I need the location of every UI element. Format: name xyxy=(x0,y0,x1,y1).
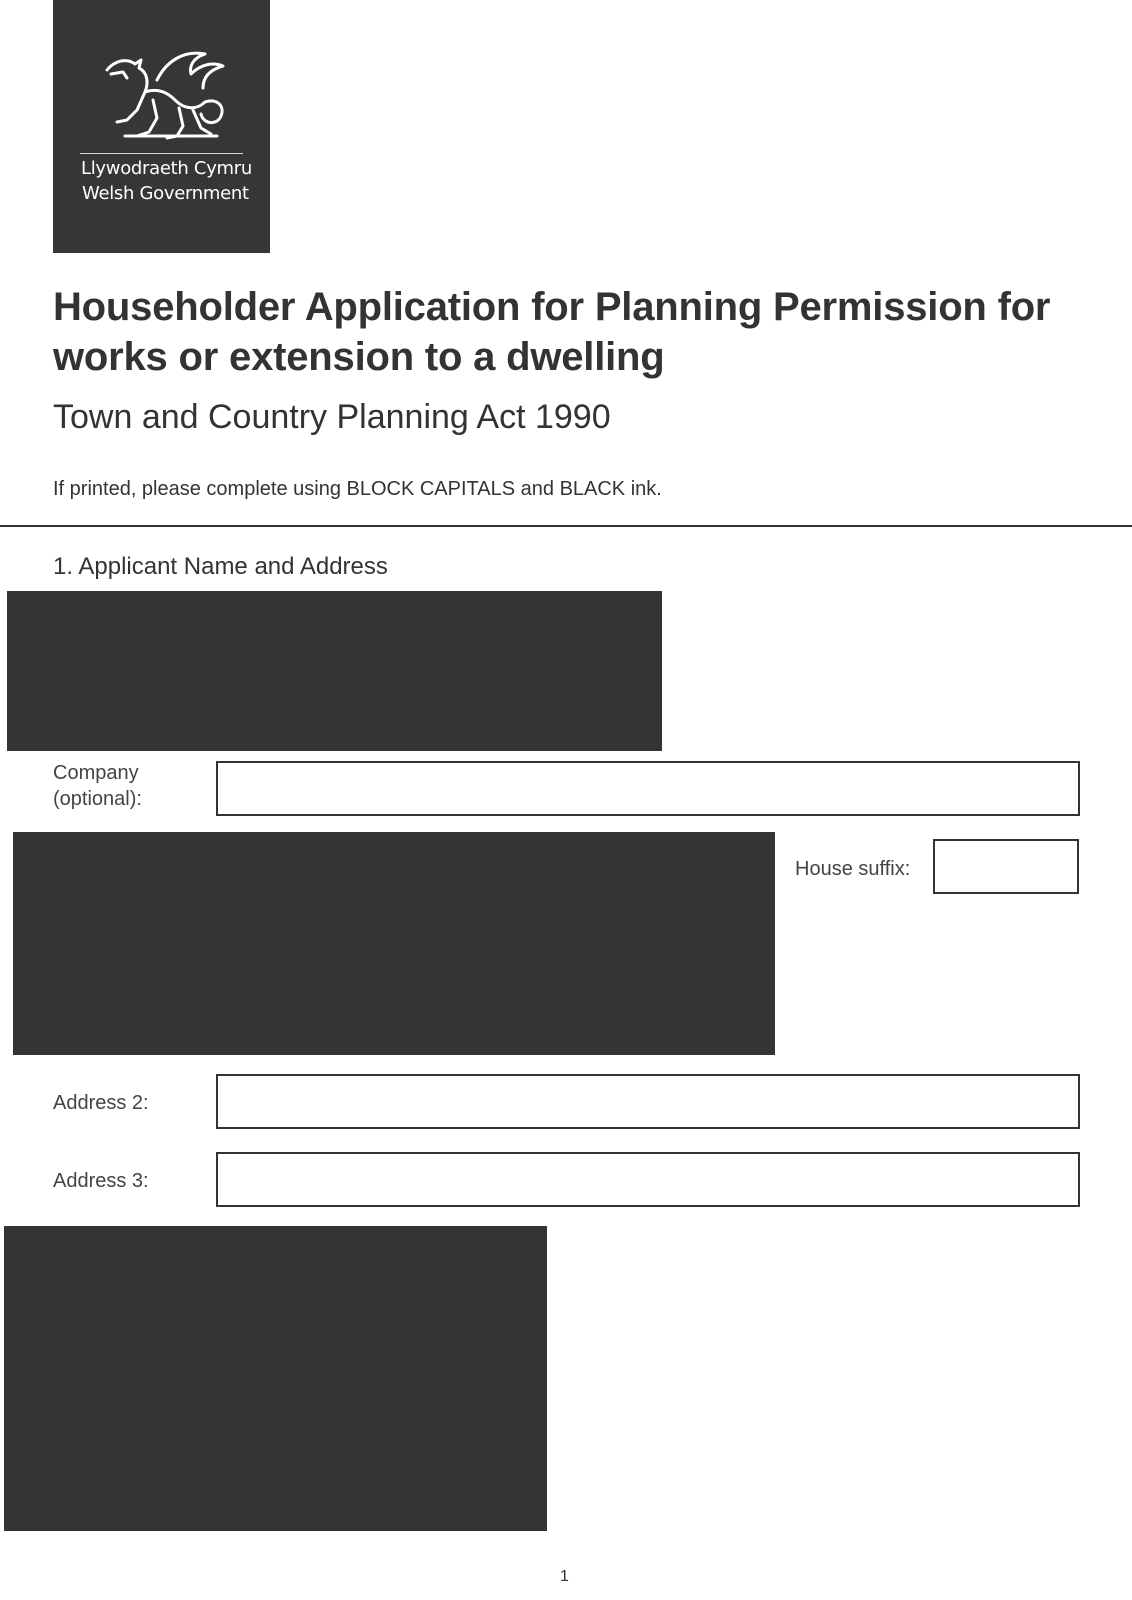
address2-label: Address 2: xyxy=(53,1092,149,1114)
house-suffix-label: House suffix: xyxy=(795,858,911,880)
company-field[interactable] xyxy=(216,761,1080,816)
page-title: Householder Application for Planning Permission for works or extension to a dwelling xyxy=(53,285,1051,379)
house-suffix-field[interactable] xyxy=(933,839,1079,894)
welsh-dragon-icon xyxy=(97,40,232,146)
redacted-block-address xyxy=(13,832,775,1055)
section-divider xyxy=(0,525,1132,527)
logo-text-english: Welsh Government xyxy=(82,183,249,204)
company-label-line1: Company xyxy=(53,762,139,784)
logo-text-welsh: Llywodraeth Cymru xyxy=(81,158,252,179)
welsh-government-logo xyxy=(53,0,270,253)
address3-field[interactable] xyxy=(216,1152,1080,1207)
page-number: 1 xyxy=(560,1568,569,1585)
print-instruction: If printed, please complete using BLOCK CAPITALS and BLACK ink. xyxy=(53,478,662,500)
redacted-block-town-postcode xyxy=(4,1226,547,1531)
section-heading-applicant: 1. Applicant Name and Address xyxy=(53,553,388,580)
page-subtitle: Town and Country Planning Act 1990 xyxy=(53,398,611,436)
redacted-block-name xyxy=(7,591,662,751)
company-label xyxy=(53,760,142,812)
address3-label: Address 3: xyxy=(53,1170,149,1192)
company-label-line2: (optional): xyxy=(53,788,142,810)
logo-divider xyxy=(80,153,243,154)
address2-field[interactable] xyxy=(216,1074,1080,1129)
